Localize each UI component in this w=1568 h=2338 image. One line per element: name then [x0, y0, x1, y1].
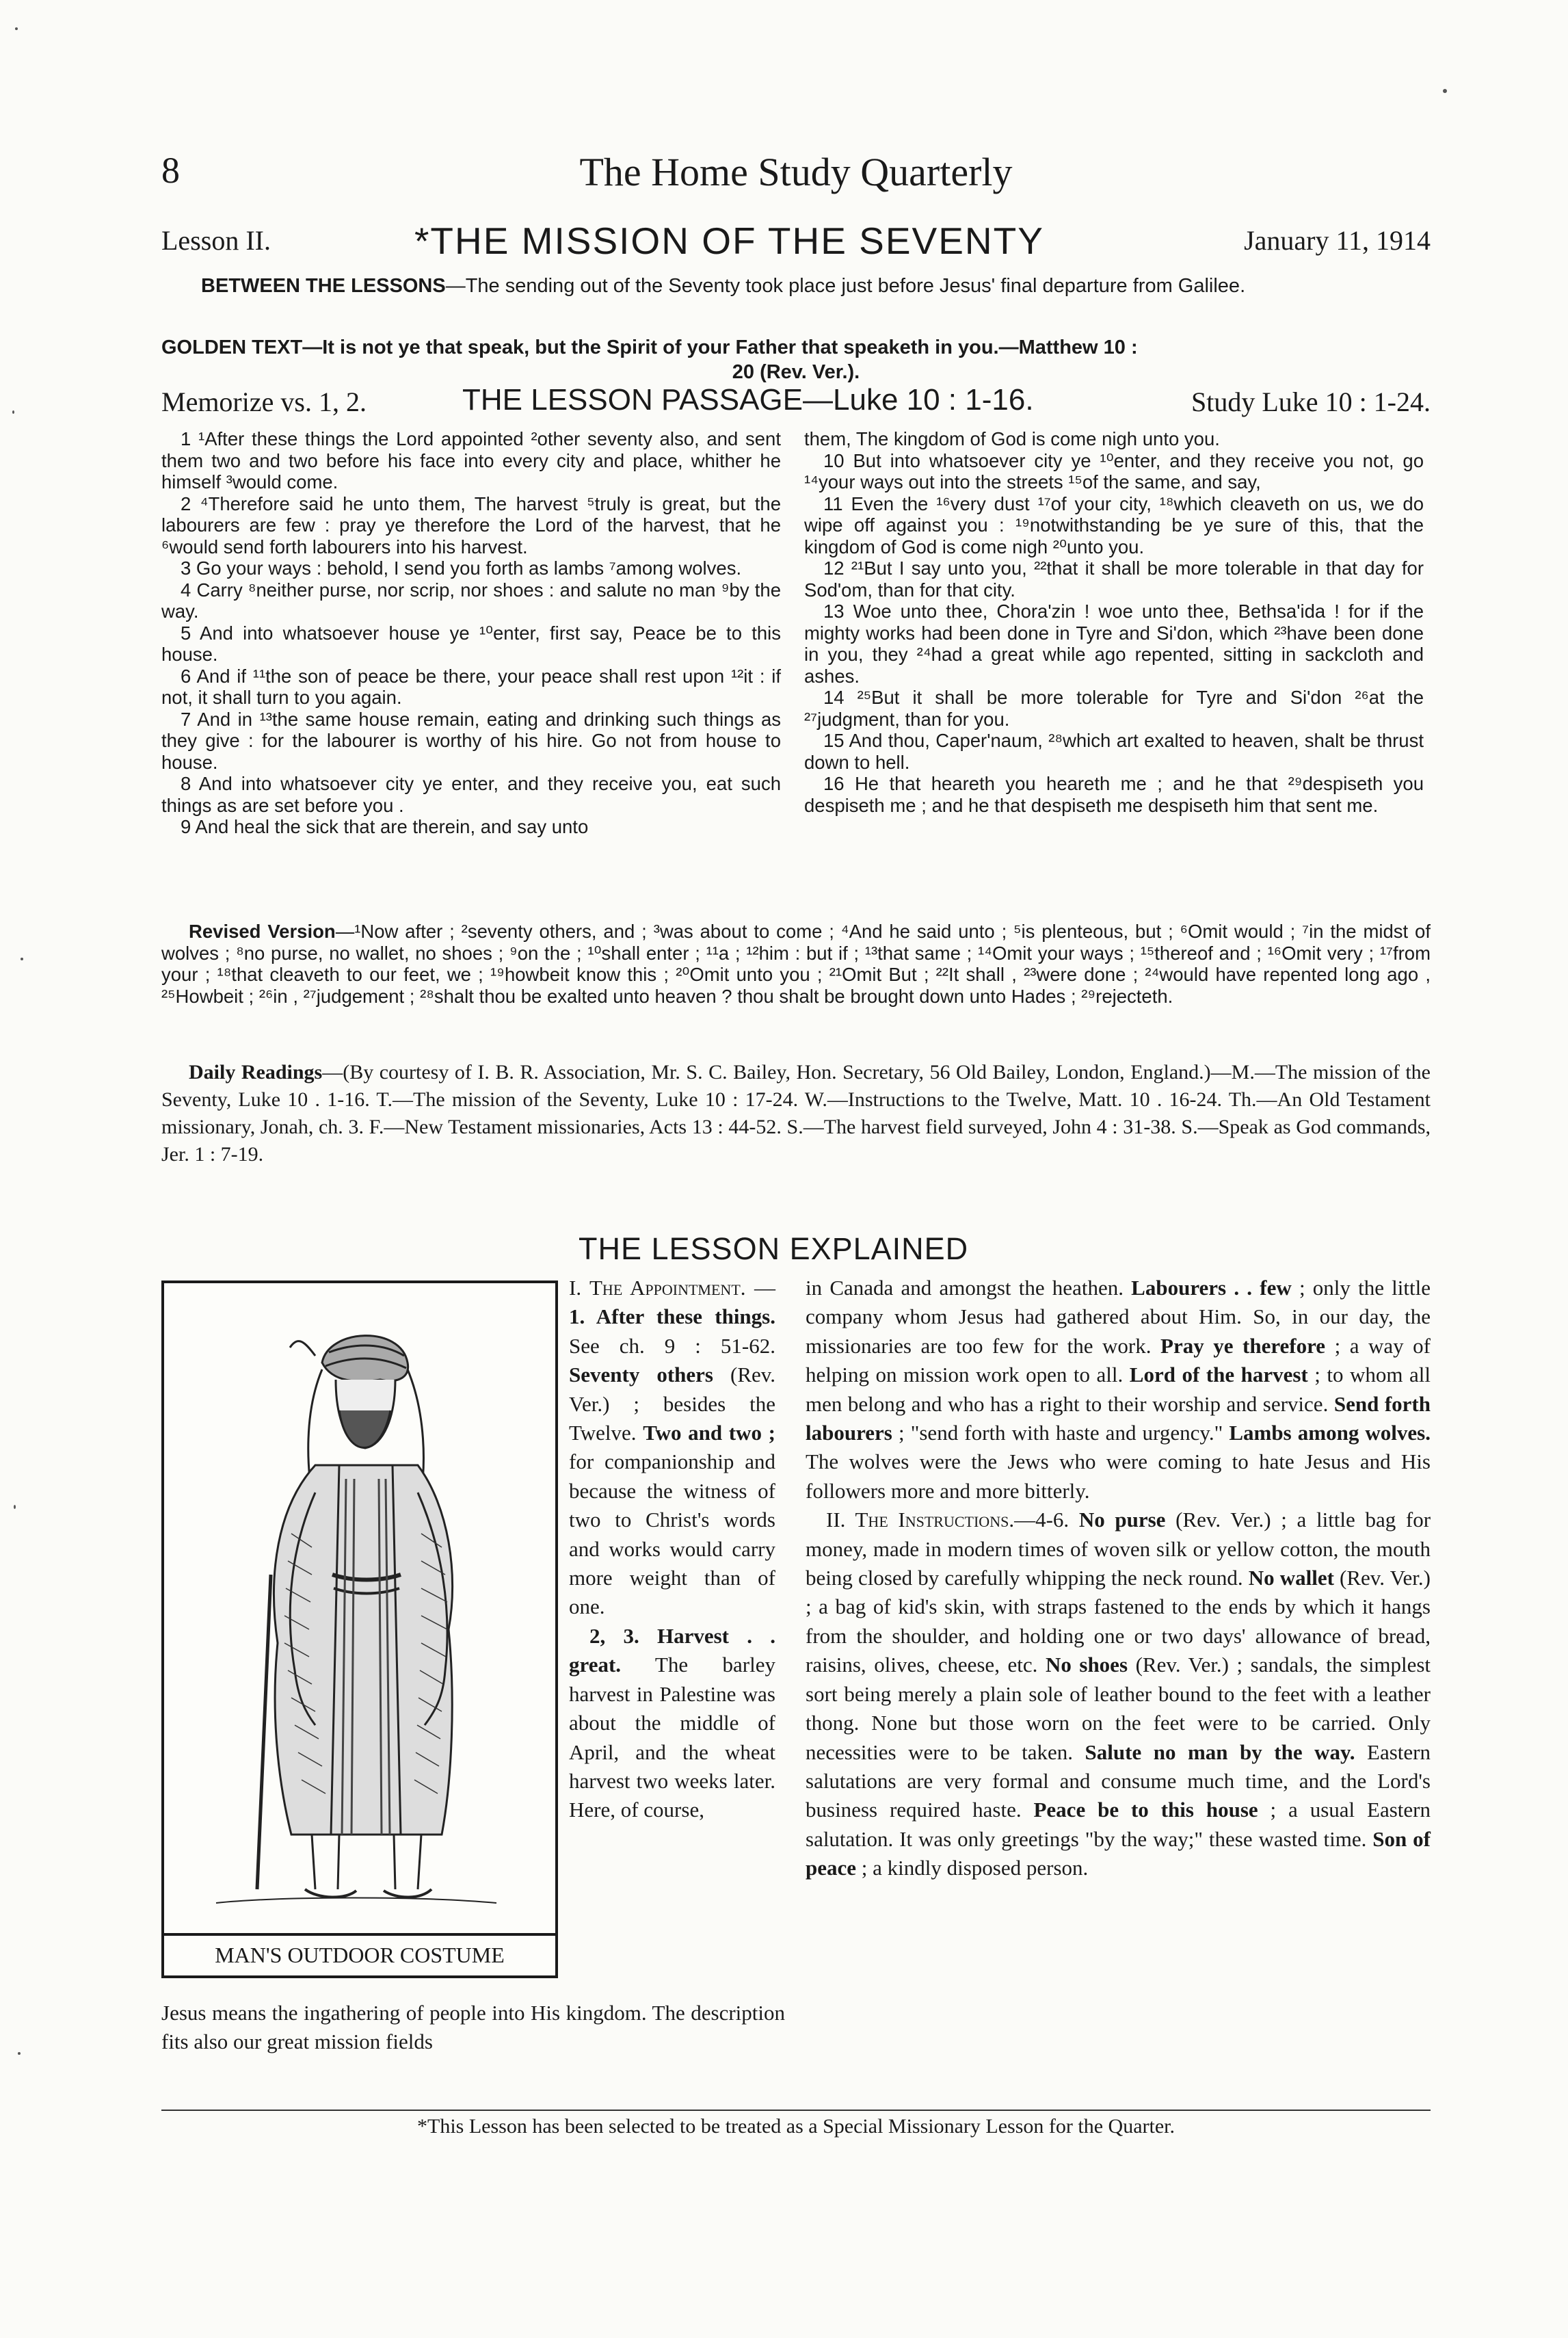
- section-heading-appointment: I. The Appointment.: [569, 1276, 746, 1300]
- verse: 6 And if ¹¹the son of peace be there, your peace shall rest upon ¹²it : if not, it shall turn to you again.: [161, 665, 781, 708]
- text-run: in Canada and amongst the heathen.: [806, 1276, 1132, 1300]
- text-run: ; a usual Eastern salutation. It was only greetings "by the way;" these wasted time.: [806, 1798, 1431, 1851]
- explained-wide-column: [806, 1274, 1431, 1883]
- passage-heading: THE LESSON PASSAGE—Luke 10 : 1-16.: [462, 383, 1034, 417]
- bold-term: 1. After these things.: [569, 1304, 775, 1329]
- verse: 16 He that heareth you heareth me ; and he that ²⁹despiseth you despiseth me ; and he that despiseth me despiseth him that sent me.: [804, 773, 1424, 816]
- text-run: ; "send forth with haste and urgency.": [892, 1421, 1230, 1445]
- text-run: See ch. 9 : 51-62.: [569, 1333, 775, 1358]
- running-head: [161, 149, 1431, 204]
- golden-body: —It is not ye that speak, but the Spirit of your Father that speaketh in you.—Matthew 10 :: [302, 337, 1138, 358]
- text-run: Jesus means the ingathering of people into His kingdom. The description fits also our great mission fields: [161, 2001, 785, 2054]
- verse: 7 And in ¹³the same house remain, eating and drinking such things as they give : for the labourer is worthy of his hire. Go not from house to house.: [161, 708, 781, 773]
- text-run: —: [745, 1276, 775, 1300]
- golden-lead: GOLDEN TEXT: [161, 337, 303, 358]
- verse: 8 And into whatsoever city ye enter, and they receive you, eat such things as are set before you .: [161, 773, 781, 816]
- between-the-lessons: [161, 274, 1431, 298]
- text-run: —4-6.: [1014, 1508, 1079, 1532]
- running-title: The Home Study Quarterly: [579, 150, 1013, 194]
- study-label: Study Luke 10 : 1-24.: [1191, 386, 1431, 417]
- bold-term: Two and two ;: [643, 1421, 776, 1445]
- revised-version-notes: [161, 921, 1431, 1007]
- verse: 2 ⁴Therefore said he unto them, The harvest ⁵truly is great, but the labourers are few : pray ye therefore the Lord of the harvest, that he ⁶would send forth labourers into his harvest.: [161, 492, 781, 557]
- verse: 11 Even the ¹⁶very dust ¹⁷of your city, ¹⁸which cleaveth on us, we do wipe off against you : ¹⁹notwithstanding be ye sure of this, that the kingdom of God is come nigh ²⁰unto you.: [804, 492, 1424, 557]
- bold-term: Peace be to this house: [1033, 1798, 1258, 1822]
- text-run: ; a way of helping on mission work open to all.: [806, 1333, 1431, 1387]
- scan-speck: [21, 958, 23, 960]
- bold-term: No wallet: [1248, 1566, 1334, 1590]
- figure-caption: MAN'S OUTDOOR COSTUME: [161, 1933, 558, 1978]
- lesson-explained-heading: THE LESSON EXPLAINED: [579, 1231, 969, 1266]
- bold-term: No shoes: [1045, 1653, 1128, 1677]
- verse: 3 Go your ways : behold, I send you forth as lambs ⁷among wolves.: [181, 557, 742, 579]
- text-run: ; only the little company whom Jesus had gathered about Him. So, in our day, the missionaries are too few for the work.: [806, 1276, 1431, 1358]
- lesson-label: Lesson II.: [161, 225, 271, 256]
- scan-speck: [15, 27, 18, 30]
- verses-left-column: [161, 428, 781, 838]
- bold-term: Labourers . . few: [1131, 1276, 1292, 1300]
- verse: 1 ¹After these things the Lord appointed ²other seventy also, and sent them two and two before his face into every city and place, whither he himself ³would come.: [161, 428, 781, 492]
- text-run: The barley harvest in Palestine was about the middle of April, and the wheat harvest two weeks later. Here, of course,: [569, 1653, 775, 1822]
- revised-lead: Revised Version: [189, 921, 336, 942]
- lesson-passage-line: [161, 383, 1431, 424]
- bold-term: Lambs among wolves.: [1229, 1421, 1431, 1445]
- scan-speck: [12, 410, 14, 414]
- bold-term: Son of peace: [806, 1826, 1431, 1880]
- text-run: ; a kindly disposed person.: [856, 1856, 1089, 1880]
- verse: 14 ²⁵But it shall be more tolerable for Tyre and Si'don ²⁶at the ²⁷judgment, than for you.: [804, 687, 1424, 730]
- footnote-rule: [161, 2110, 1431, 2111]
- text-run: (Rev. Ver.) ; a bag of kid's skin, with straps fastened to the ends by which it hangs from the shoulder, and holding one or two days' allowance of bread, raisins, olives, cheese, etc.: [806, 1566, 1431, 1677]
- footnote: *This Lesson has been selected to be treated as a Special Missionary Lesson for the Quarter.: [417, 2115, 1175, 2138]
- verse: 10 But into whatsoever city ye ¹⁰enter, and they receive you not, go ¹⁴your ways out into the streets ¹⁵of the same, and say,: [804, 449, 1424, 492]
- golden-text: [161, 335, 1431, 384]
- scan-speck: [1443, 89, 1447, 93]
- golden-ref: 20 (Rev. Ver.).: [732, 361, 860, 383]
- daily-readings: [161, 1059, 1431, 1168]
- text-run: ; to whom all men belong and who has a right to their worship and service.: [806, 1363, 1431, 1416]
- bold-term: No purse: [1078, 1508, 1166, 1532]
- daily-lead: Daily Readings: [189, 1061, 323, 1083]
- text-run: The wolves were the Jews who were coming to hate Jesus and His followers more and more bitterly.: [806, 1449, 1431, 1503]
- between-text: —The sending out of the Seventy took place just before Jesus' final departure from Galilee.: [445, 275, 1246, 297]
- verses-right-column: [804, 428, 1424, 816]
- scan-speck: [18, 2052, 21, 2055]
- page-number: 8: [161, 150, 180, 191]
- verse: 15 And thou, Caper'naum, ²⁸which art exalted to heaven, shalt be thrust down to hell.: [804, 730, 1424, 773]
- revised-text: —¹Now after ; ²seventy others, and ; ³was about to come ; ⁴And he said unto ; ⁵is plenteous, but ; ⁶Omit would ; ⁷in the midst of wolves ; ⁸no purse, no wallet, no shoes ; ⁹on the ; ¹⁰shall enter ; ¹¹a ; ¹²him : but if ; ¹³that same ; ¹⁴Omit your ways ; ¹⁵thereof and ; ¹⁶Omit very ; ¹⁷from your ; ¹⁸that cleaveth to our feet, we ; ¹⁹howbeit know this ; ²⁰Omit unto you ; ²¹Omit But ; ²²It shall , ²³were done ; ²⁴would have repented long ago , ²⁵Howbeit ; ²⁶in , ²⁷judgement ; ²⁸shalt thou be exalted unto heaven ? thou shalt be brought down unto Hades ; ²⁹rejecteth.: [161, 921, 1431, 1007]
- man-outdoor-costume-illustration: [175, 1287, 539, 1923]
- verse: 12 ²¹But I say unto you, ²²that it shall be more tolerable in that day for Sod'om, than for that city.: [804, 557, 1424, 601]
- verse: 4 Carry ⁸neither purse, nor scrip, nor shoes : and salute no man ⁹by the way.: [161, 579, 781, 622]
- explained-bottom-text: [161, 1999, 785, 2057]
- between-lead: BETWEEN THE LESSONS: [201, 275, 446, 297]
- lesson-title: *THE MISSION OF THE SEVENTY: [414, 220, 1044, 262]
- bold-term: Send forth labourers: [806, 1391, 1431, 1445]
- text-run: for companionship and because the witness of two to Christ's words and works would carry more weight than of one.: [569, 1449, 775, 1619]
- explained-narrow-column: [569, 1274, 775, 1825]
- text-run: (Rev. Ver.) ; a little bag for money, made in modern times of woven silk or yellow cotton, the mouth being closed by carefully whipping the neck round.: [806, 1508, 1431, 1590]
- verse: 5 And into whatsoever house ye ¹⁰enter, first say, Peace be to this house.: [161, 622, 781, 665]
- daily-text: —(By courtesy of I. B. R. Association, Mr. S. C. Bailey, Hon. Secretary, 56 Old Bailey, London, England.)—M.—The mission of the Seventy, Luke 10 . 1-16. T.—The mission of the Seventy, Luke 10 : 17-24. W.—Instructions to the Twelve, Matt. 10 . 16-24. Th.—An Old Testament missionary, Jonah, ch. 3. F.—New Testament missionaries, Acts 13 : 44-52. S.—The harvest field surveyed, John 4 : 31-38. S.—Speak as God commands, Jer. 1 : 7-19.: [161, 1061, 1431, 1166]
- bold-term: Seventy others: [569, 1363, 713, 1387]
- section-heading: II. The Instructions.: [826, 1508, 1015, 1532]
- paragraph-appointment-cont: [806, 1274, 1431, 1506]
- bold-term: Pray ye therefore: [1160, 1333, 1326, 1358]
- verse: 13 Woe unto thee, Chora'zin ! woe unto thee, Bethsa'ida ! for if the mighty works had been done in Tyre and Si'don, which ²³have been done in you, they ²⁴had a great while ago repented, sitting in sackcloth and ashes.: [804, 601, 1424, 687]
- paragraph-instructions: [806, 1506, 1431, 1882]
- lesson-title-line: [161, 219, 1431, 267]
- scan-speck: [14, 1505, 16, 1509]
- lesson-date: January 11, 1914: [1244, 225, 1431, 256]
- bold-term: Salute no man by the way.: [1085, 1739, 1355, 1764]
- text-run: Eastern salutations are very formal and consume much time, and the Lord's business required haste.: [806, 1739, 1431, 1822]
- verse: 9 And heal the sick that are therein, and say unto: [181, 816, 589, 837]
- bold-term: Lord of the harvest: [1129, 1363, 1308, 1387]
- bold-term: 2, 3. Harvest . . great.: [569, 1623, 775, 1677]
- verse-continuation: them, The kingdom of God is come nigh unto you.: [804, 428, 1220, 449]
- text-run: (Rev. Ver.) ; besides the Twelve.: [569, 1363, 775, 1445]
- memorize-label: Memorize vs. 1, 2.: [161, 386, 367, 417]
- text-run: (Rev. Ver.) ; sandals, the simplest sort being merely a plain sole of leather bound to the feet with a leather thong. None but those worn on the feet were to be carried. Only necessities were to be taken.: [806, 1653, 1431, 1764]
